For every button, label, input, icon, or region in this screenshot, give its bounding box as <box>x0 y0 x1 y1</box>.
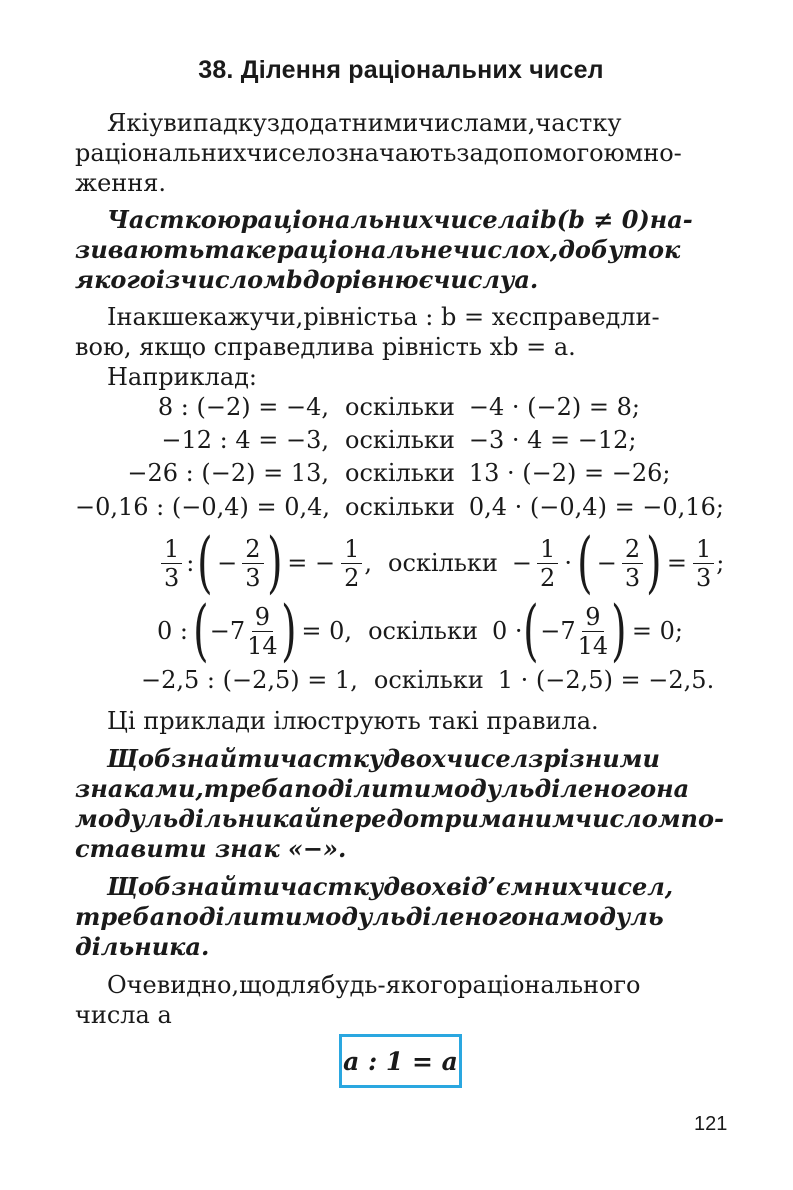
example-word: оскільки <box>345 426 455 454</box>
close-paren: ) <box>266 524 283 601</box>
example-row <box>75 493 727 521</box>
example-row <box>75 459 727 487</box>
word: зивають <box>75 235 205 264</box>
definition-line-1 <box>75 205 759 235</box>
example-right: 13 · (−2) = −26; <box>468 459 671 487</box>
fraction-one-half: $\frac{1}{2}$ <box>341 535 362 592</box>
example-right: −4 · (−2) = 8; <box>468 393 640 421</box>
word: двох <box>383 744 447 773</box>
word: чисел <box>246 139 322 167</box>
word: мно- <box>624 139 682 167</box>
intro-line-1 <box>75 108 759 138</box>
otherwise-line-1 <box>75 302 759 332</box>
word: двох <box>383 872 447 901</box>
word: a. <box>514 265 539 294</box>
word: діленого <box>405 902 528 931</box>
example-row <box>75 393 727 421</box>
word: й <box>304 804 322 833</box>
definition-line-3 <box>75 265 545 295</box>
word: у <box>149 109 164 137</box>
rule-2 <box>75 872 727 962</box>
word: a : b = x <box>403 303 506 331</box>
word: числу <box>433 265 515 294</box>
word: треба <box>75 902 166 931</box>
word: Очевидно, <box>107 971 240 999</box>
word: Як <box>107 109 142 137</box>
word: від’ємних <box>446 872 583 901</box>
word: за <box>456 139 484 167</box>
word: (b ≠ 0) <box>556 205 650 234</box>
example-word: оскільки <box>345 393 455 421</box>
definition-line-2 <box>75 235 727 265</box>
word: раціональне <box>276 235 453 264</box>
word: b <box>285 265 303 294</box>
word: чисел <box>433 205 516 234</box>
open-paren: ( <box>197 524 213 601</box>
word: таке <box>204 235 277 264</box>
otherwise-paragraph <box>75 302 727 362</box>
word: допомогою <box>483 139 625 167</box>
section-title: 38. Ділення раціональних чисел <box>198 56 604 84</box>
illustrate-text: Ці приклади ілюструють такі правила. <box>107 707 599 735</box>
word: числами, <box>418 109 536 137</box>
example-left: −0,16 : (−0,4) = 0,4, <box>75 493 331 521</box>
example-left: 8 : (−2) = −4, <box>157 393 329 421</box>
intro-line-2 <box>75 138 727 168</box>
word: і <box>530 205 540 234</box>
otherwise-line-2: вою, якщо справедлива рівність xb = a. <box>75 333 576 361</box>
word: Часткою <box>107 205 241 234</box>
word: випадку <box>163 109 267 137</box>
definition-paragraph <box>75 205 727 295</box>
mixed-fraction-2: $\frac{9}{14}$ <box>577 602 609 660</box>
fraction-two-thirds: $\frac{2}{3}$ <box>242 535 263 592</box>
word: якого <box>75 265 156 294</box>
rule1-line-1 <box>75 744 759 774</box>
word: число <box>452 235 536 264</box>
boxed-formula: a : 1 = a <box>339 1034 462 1088</box>
textbook-page <box>75 0 727 1190</box>
word: є <box>505 303 519 331</box>
word: поділити <box>165 902 303 931</box>
page-number: 121 <box>694 1113 728 1135</box>
word: Щоб <box>107 744 172 773</box>
word: для <box>275 971 322 999</box>
word: рівність <box>303 303 404 331</box>
intro-line-3: ження. <box>75 169 167 197</box>
example-label: Наприклад: <box>107 363 258 391</box>
word: частку <box>280 872 384 901</box>
fraction-one-third: $\frac{1}{3}$ <box>161 535 182 592</box>
word: раціональних <box>240 205 434 234</box>
example-word: оскільки <box>345 493 455 521</box>
word: раціонального <box>457 971 641 999</box>
rule2-line-1 <box>75 872 759 902</box>
mixed-fraction: $\frac{9}{14}$ <box>247 602 278 660</box>
word: модуль <box>302 902 406 931</box>
obvious-paragraph <box>75 970 727 1030</box>
word: модуль <box>431 774 535 803</box>
word: додатними <box>280 109 419 137</box>
word: що <box>239 971 276 999</box>
word: і <box>141 109 150 137</box>
example-word: оскільки <box>345 459 455 487</box>
word: справедли- <box>518 303 660 331</box>
rule1-line-4: ставити знак «−». <box>75 834 347 863</box>
word: Інакше <box>107 303 199 331</box>
fraction-one-half-2: $\frac{1}{2}$ <box>537 535 558 592</box>
word: на <box>656 774 690 803</box>
word: a <box>515 205 531 234</box>
fraction-two-thirds-2: $\frac{2}{3}$ <box>622 535 643 592</box>
word: знайти <box>171 872 281 901</box>
word: будь-якого <box>321 971 458 999</box>
example-row <box>75 426 727 454</box>
word: означають <box>321 139 457 167</box>
word: кажучи, <box>198 303 304 331</box>
word: числом <box>574 804 681 833</box>
word: b <box>539 205 557 234</box>
word: діленого <box>534 774 657 803</box>
word: із <box>155 265 181 294</box>
word: числом <box>180 265 286 294</box>
word: частку <box>535 109 622 137</box>
rule1-line-3 <box>75 804 727 834</box>
word: з <box>266 109 281 137</box>
word: отриманим <box>403 804 575 833</box>
word: модуль <box>75 804 179 833</box>
word: Щоб <box>107 872 172 901</box>
word: дорівнює <box>302 265 434 294</box>
word: x, <box>535 235 559 264</box>
word: з <box>528 744 544 773</box>
word: по- <box>680 804 724 833</box>
word: на- <box>649 205 693 234</box>
example-left: −26 : (−2) = 13, <box>127 459 329 487</box>
word: знаками, <box>75 774 204 803</box>
last-example: −2,5 : (−2,5) = 1, оскільки 1 · (−2,5) = −2,5. <box>141 666 715 694</box>
word: на <box>527 902 561 931</box>
word: чисел, <box>582 872 674 901</box>
word: модуль <box>560 902 664 931</box>
rule-1 <box>75 744 727 864</box>
word: чисел <box>446 744 529 773</box>
fraction-one-third-2: $\frac{1}{3}$ <box>693 535 714 592</box>
word: поділити <box>294 774 432 803</box>
word: різними <box>543 744 660 773</box>
word: перед <box>321 804 404 833</box>
example-right: −3 · 4 = −12; <box>468 426 637 454</box>
word: раціональних <box>75 139 247 167</box>
zero-example: 0 : ( −7 $\frac{9}{14}$ ) = 0, оскільки 0 · ( −7 $\frac{9}{14}$ ) = 0; <box>157 592 683 669</box>
word: треба <box>203 774 295 803</box>
example-left: −12 : 4 = −3, <box>161 426 329 454</box>
word: знайти <box>171 744 281 773</box>
rule2-line-2 <box>75 902 727 932</box>
word: дільника <box>178 804 305 833</box>
word: добуток <box>558 235 681 264</box>
rule2-line-3: дільника. <box>75 932 210 961</box>
intro-paragraph <box>75 108 727 198</box>
word: частку <box>280 744 384 773</box>
rule1-line-2 <box>75 774 727 804</box>
obvious-line-1 <box>75 970 759 1000</box>
example-right: 0,4 · (−0,4) = −0,16; <box>468 493 724 521</box>
obvious-line-2: числа a <box>75 1001 172 1029</box>
fraction-example: $\frac{1}{3}$ : ( − $\frac{2}{3}$ ) = − $\frac{1}{2}$ , оскільки − $\frac{1}{2}$ · ( − $\frac{2}{3}$ ) = $\frac{1}{3}$ ; <box>159 530 724 596</box>
